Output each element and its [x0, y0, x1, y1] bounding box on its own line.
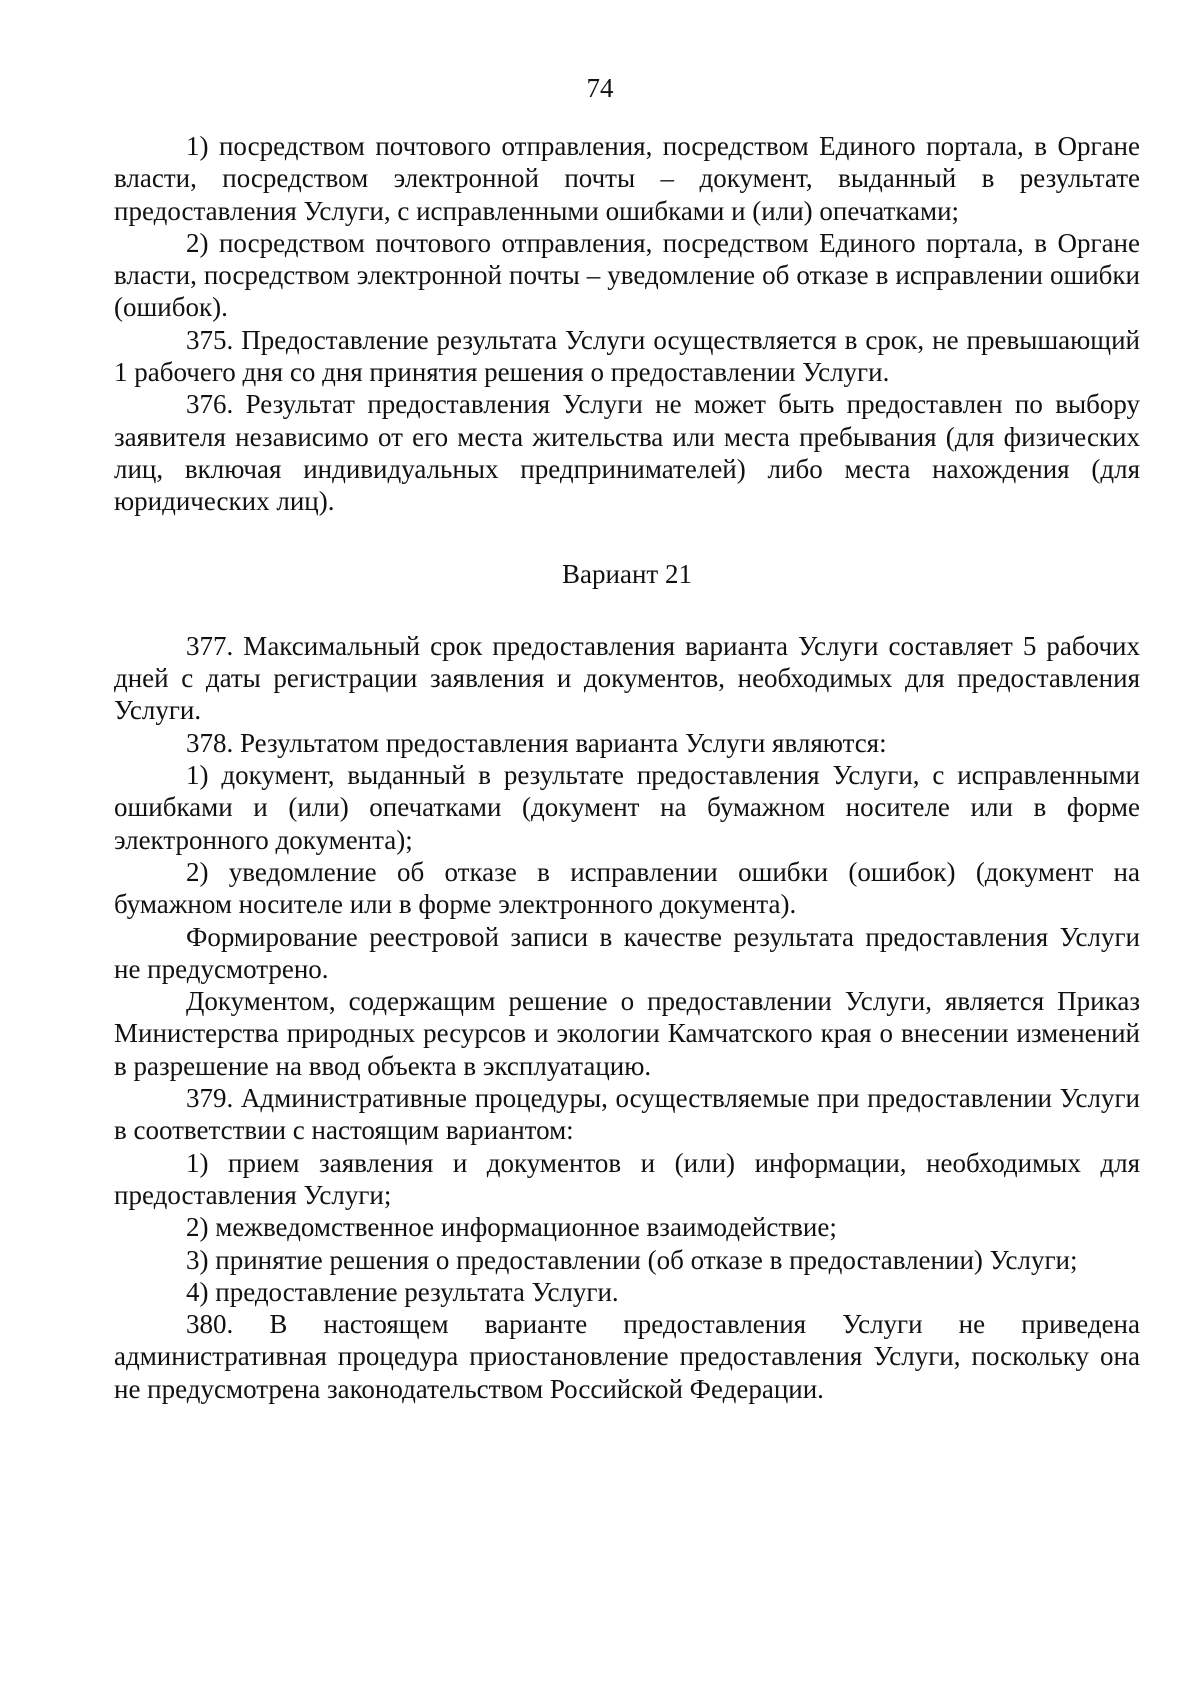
- paragraph-decision-document: Документом, содержащим решение о предоставлении Услуги, является Приказ Министерства природных ресурсов и экологии Камчатского края о внесении изменений в разрешение на ввод объекта в эксплуатацию.: [114, 986, 1140, 1081]
- paragraph-378: 378. Результатом предоставления варианта Услуги являются:: [186, 727, 887, 758]
- paragraph-378-item-2: 2) уведомление об отказе в исправлении ошибки (ошибок) (документ на бумажном носителе или в форме электронного документа).: [114, 856, 1140, 920]
- paragraph-377: 377. Максимальный срок предоставления варианта Услуги составляет 5 рабочих дней с даты регистрации заявления и документов, необходимых для предоставления Услуги.: [114, 630, 1140, 726]
- paragraph-379-item-1: 1) прием заявления и документов и (или) информации, необходимых для предоставления Услуги;: [114, 1147, 1140, 1210]
- paragraph-379-item-4: 4) предоставление результата Услуги.: [186, 1276, 619, 1307]
- paragraph-379-item-2: 2) межведомственное информационное взаимодействие;: [186, 1212, 837, 1243]
- section-heading: Вариант 21: [562, 558, 692, 589]
- paragraph-379: 379. Административные процедуры, осуществляемые при предоставлении Услуги в соответствии с настоящим вариантом:: [114, 1083, 1140, 1146]
- paragraph-375: 375. Предоставление результата Услуги осуществляется в срок, не превышающий 1 рабочего дня со дня принятия решения о предоставлении Услуги.: [114, 324, 1140, 388]
- page-number: 74: [586, 73, 614, 103]
- paragraph-delivery-method-2: 2) посредством почтового отправления, посредством Единого портала, в Органе власти, посредством электронной почты – уведомление об отказе в исправлении ошибки (ошибок).: [114, 227, 1140, 323]
- document-body: [114, 130, 1140, 1405]
- paragraph-380: 380. В настоящем варианте предоставления Услуги не приведена административная процедура приостановление предоставления Услуги, поскольку она не предусмотрена законодательством Российской Федерации.: [114, 1309, 1140, 1404]
- paragraph-delivery-method-1: 1) посредством почтового отправления, посредством Единого портала, в Органе власти, посредством электронной почты – документ, выданный в результате предоставления Услуги, с исправленными ошибками и (или) опечатками;: [114, 131, 1140, 226]
- paragraph-376: 376. Результат предоставления Услуги не может быть предоставлен по выбору заявителя независимо от его места жительства или места пребывания (для физических лиц, включая индивидуальных предпринимателей) либо места нахождения (для юридических лиц).: [114, 389, 1140, 517]
- paragraph-378-item-1: 1) документ, выданный в результате предоставления Услуги, с исправленными ошибками и (или) опечатками (документ на бумажном носителе или в форме электронного документа);: [114, 760, 1140, 855]
- paragraph-registry-record: Формирование реестровой записи в качестве результата предоставления Услуги не предусмотрено.: [114, 921, 1140, 984]
- paragraph-379-item-3: 3) принятие решения о предоставлении (об отказе в предоставлении) Услуги;: [186, 1244, 1078, 1275]
